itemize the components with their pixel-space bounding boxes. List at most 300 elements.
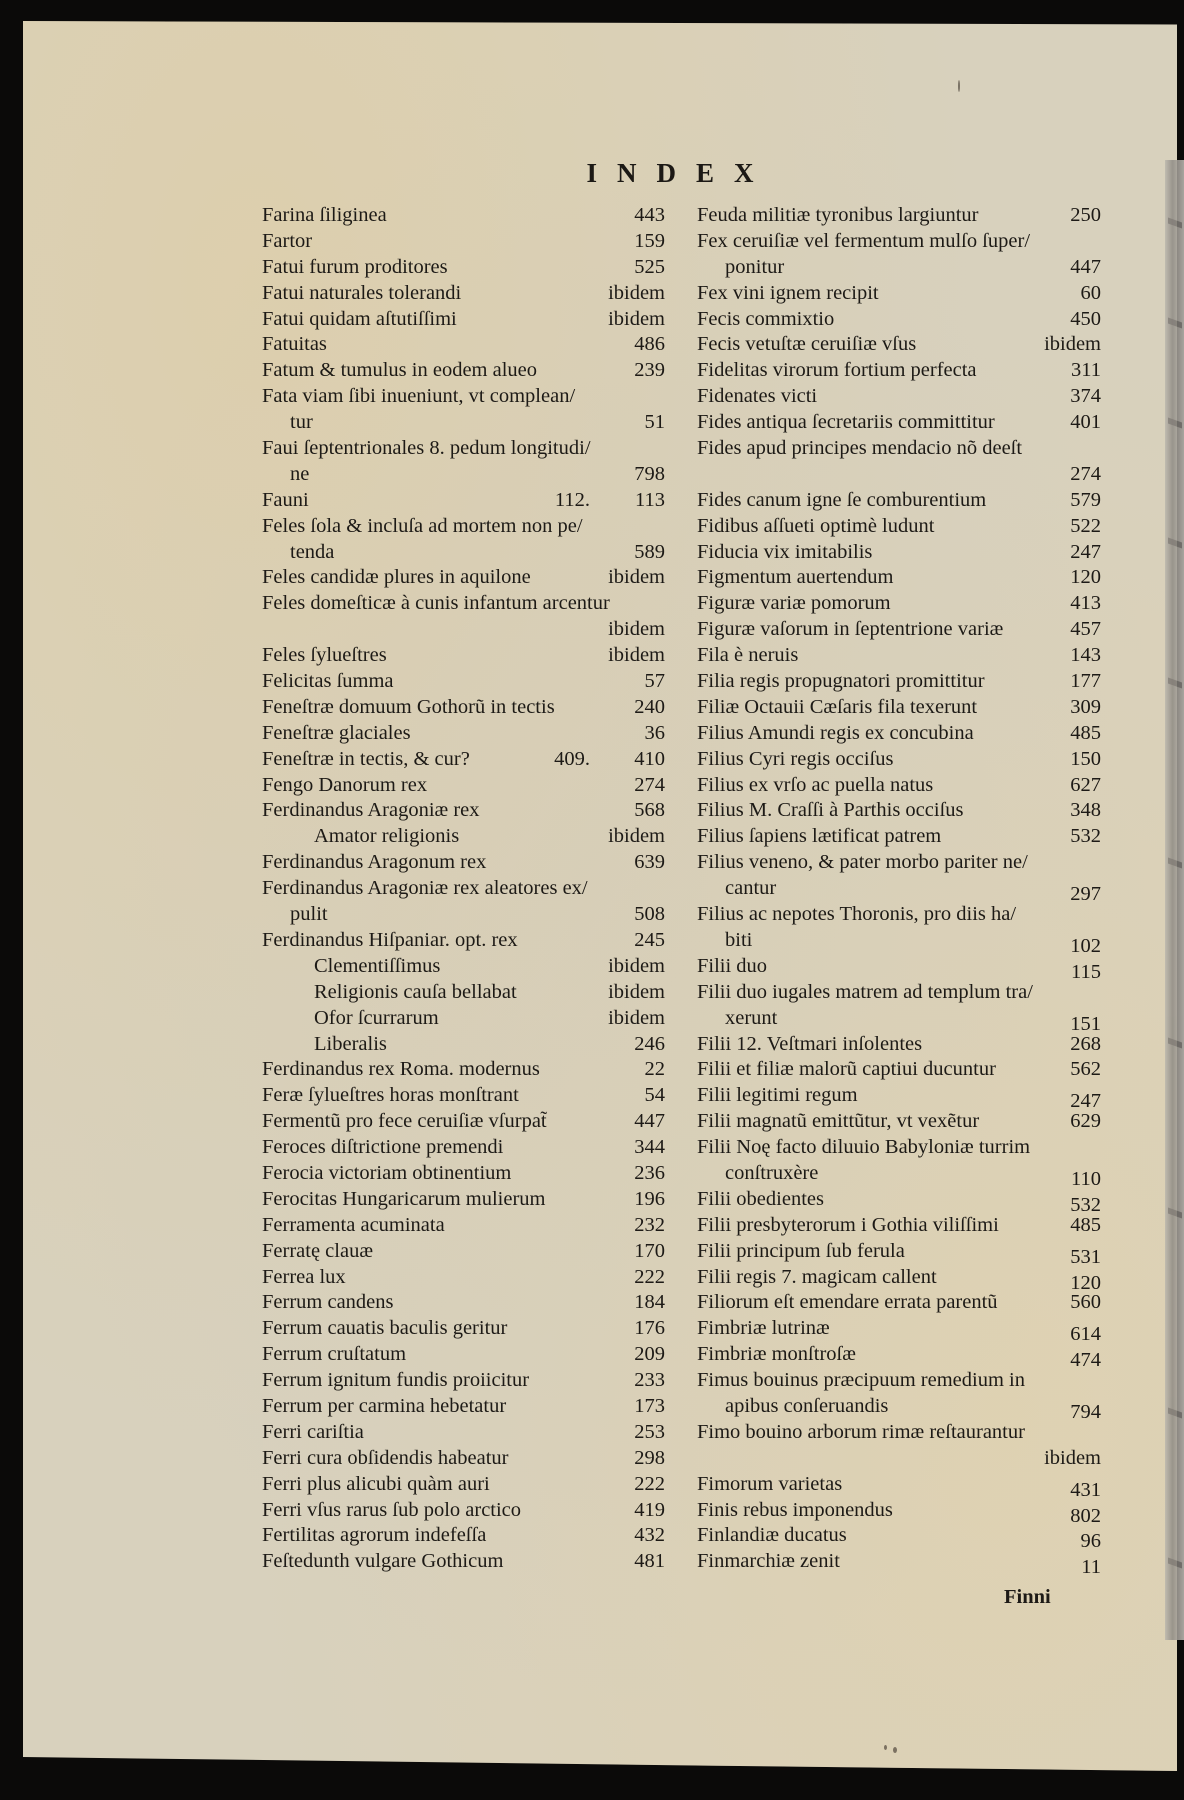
entry-page-ref: 344: [634, 1136, 665, 1159]
entry-page-ref: 401: [1070, 411, 1101, 434]
index-entry: [262, 1006, 665, 1032]
entry-text: Ferrum per carmina hebetatur: [262, 1394, 507, 1417]
entry-text: Fatui furum proditores: [262, 255, 448, 278]
entry-text: Ferratę clauæ: [262, 1239, 373, 1262]
index-entry: [262, 1083, 665, 1109]
entry-page-ref: 57: [644, 670, 665, 693]
entry-page-ref: 246: [634, 1032, 665, 1055]
entry-text: Filius Cyri regis occiſus: [697, 747, 894, 770]
index-entry: [697, 255, 1101, 281]
index-entry: [262, 1057, 665, 1083]
entry-page-ref: 432: [634, 1524, 665, 1547]
entry-page-ref: 253: [634, 1420, 665, 1443]
index-entry: [262, 695, 665, 721]
page-title: INDEX: [586, 158, 774, 188]
entry-page-ref: 532: [1070, 1193, 1101, 1216]
index-entry: [262, 255, 665, 281]
entry-text: Ferri vſus rarus ſub polo arctico: [262, 1498, 522, 1521]
entry-page-ref: 485: [1070, 1213, 1101, 1236]
entry-text: Fermentũ pro fece ceruiſiæ vſurpat̃: [262, 1110, 547, 1133]
entry-page-ref: 560: [1070, 1291, 1101, 1314]
index-entry: [262, 1420, 665, 1446]
entry-page-ref: ibidem: [608, 281, 665, 304]
index-entry: [697, 980, 1101, 1006]
entry-text: pulit: [290, 903, 328, 926]
index-entry: [262, 980, 665, 1006]
entry-text: Feles ſola & incluſa ad mortem non pe/: [262, 514, 583, 537]
index-entry: [697, 1420, 1101, 1446]
index-entry: [697, 773, 1101, 799]
entry-text: Fex vini ignem recipit: [697, 281, 879, 304]
entry-text: Fata viam ſibi inueniunt, vt complean/: [262, 385, 576, 408]
entry-page-ref: ibidem: [608, 566, 665, 589]
index-entry: [262, 773, 665, 799]
entry-text: Fimorum varietas: [697, 1472, 843, 1495]
entry-text: Filius veneno, & pater morbo pariter ne/: [697, 851, 1028, 874]
entry-page-ref: 151: [1070, 1012, 1101, 1035]
entry-text: Feles domeſticæ à cunis infantum arcentur: [262, 592, 610, 615]
entry-text: cantur: [725, 877, 777, 900]
index-entry: [262, 1342, 665, 1368]
entry-text: ne: [290, 462, 310, 485]
entry-page-ref: 485: [1070, 721, 1101, 744]
index-entry: [697, 281, 1101, 307]
index-entry: [697, 902, 1101, 928]
entry-text: Filius M. Craſſi à Parthis occiſus: [697, 799, 964, 822]
entry-page-ref: 36: [644, 721, 665, 744]
index-entry: [262, 565, 665, 591]
entry-text: Ferrum cauatis baculis geritur: [262, 1317, 508, 1340]
index-entry: [262, 928, 665, 954]
entry-page-ref: 802: [1070, 1504, 1101, 1527]
index-entry: [697, 928, 1101, 957]
index-entry: [262, 1498, 665, 1524]
entry-page-ref: 522: [1070, 514, 1101, 537]
index-entry: [697, 1446, 1101, 1472]
entry-page-ref: 297: [1070, 883, 1101, 906]
index-entry: [697, 436, 1101, 462]
index-entry: [697, 721, 1101, 747]
entry-page-ref: 11: [1081, 1556, 1101, 1579]
entry-text: Fimbriæ monſtroſæ: [697, 1343, 856, 1366]
entry-page-ref: ibidem: [608, 1006, 665, 1029]
index-entry: [262, 591, 665, 617]
entry-text: Feræ ſylueſtres horas monſtrant: [262, 1084, 519, 1107]
index-entry: [262, 824, 665, 850]
entry-page-ref: ibidem: [608, 954, 665, 977]
entry-page-ref: 410: [634, 747, 665, 770]
entry-page-ref: 60: [1080, 281, 1101, 304]
index-entry: [262, 1316, 665, 1342]
entry-page-ref: 525: [634, 255, 665, 278]
adjacent-page-edge: [1165, 160, 1184, 1640]
entry-page-ref: 431: [1070, 1478, 1101, 1501]
entry-text: Finis rebus imponendus: [697, 1498, 893, 1521]
entry-text: Fimus bouinus præcipuum remedium in: [697, 1369, 1025, 1392]
entry-text: Finmarchiæ zenit: [697, 1550, 840, 1573]
entry-text: conſtruxère: [725, 1161, 819, 1184]
entry-page-ref: 236: [634, 1161, 665, 1184]
entry-text: Filius ac nepotes Thoronis, pro diis ha/: [697, 903, 1017, 926]
index-entry: [262, 1109, 665, 1135]
index-entry: [697, 565, 1101, 591]
entry-page-ref: 348: [1070, 799, 1101, 822]
entry-text: Religionis cauſa bellabat: [314, 980, 517, 1003]
entry-text: Fecis vetuſtæ ceruiſiæ vſus: [697, 333, 917, 356]
index-entry: [262, 850, 665, 876]
entry-text: Ofor ſcurrarum: [314, 1006, 439, 1029]
index-entry: [697, 1342, 1101, 1372]
entry-text: Ferri plus alicubi quàm auri: [262, 1472, 490, 1495]
index-entry: [697, 229, 1101, 255]
entry-page-ref: 233: [634, 1369, 665, 1392]
entry-text: Fatui quidam aſtutiſſimi: [262, 307, 457, 330]
entry-text: Filiæ Octauii Cæſaris fila texerunt: [697, 695, 978, 718]
entry-text: Ferocia victoriam obtinentium: [262, 1161, 512, 1184]
entry-page-ref: 614: [1070, 1323, 1101, 1346]
entry-page-ref: 247: [1070, 1090, 1101, 1113]
entry-page-ref-secondary: 409.: [554, 747, 590, 770]
entry-page-ref: 240: [634, 695, 665, 718]
index-entry: [262, 307, 665, 333]
index-entry: [697, 591, 1101, 617]
index-entry: [262, 1187, 665, 1213]
entry-page-ref: 374: [1070, 385, 1101, 408]
entry-page-ref: 102: [1070, 934, 1101, 957]
entry-text: Fimo bouino arborum rimæ reſtaurantur: [697, 1420, 1025, 1443]
entry-page-ref: 159: [634, 229, 665, 252]
index-entry: [697, 1239, 1101, 1268]
index-entry: [697, 1161, 1101, 1190]
entry-page-ref: 579: [1070, 488, 1101, 511]
index-entry: [697, 850, 1101, 876]
index-entry: [262, 1549, 665, 1575]
entry-page-ref: 568: [634, 799, 665, 822]
index-entry: [697, 1523, 1101, 1553]
entry-page-ref: 222: [634, 1472, 665, 1495]
entry-page-ref: 508: [634, 903, 665, 926]
index-entry: [262, 1161, 665, 1187]
entry-text: Filii 12. Veſtmari inſolentes: [697, 1032, 923, 1055]
entry-page-ref: 177: [1070, 670, 1101, 693]
index-entry: [262, 954, 665, 980]
entry-text: Ferdinandus Hiſpaniar. opt. rex: [262, 928, 518, 951]
index-entry: [697, 1472, 1101, 1501]
index-column-left: [262, 203, 665, 1575]
index-entry: [697, 332, 1101, 358]
entry-page-ref: 447: [634, 1110, 665, 1133]
index-entry: [697, 798, 1101, 824]
index-entry: [697, 307, 1101, 333]
index-entry: [697, 1109, 1101, 1135]
index-entry: [697, 1213, 1101, 1239]
entry-page-ref: ibidem: [1044, 1446, 1101, 1469]
entry-text: Fidibus aſſueti optimè ludunt: [697, 514, 935, 537]
entry-text: Fila è neruis: [697, 644, 799, 667]
entry-text: Ferdinandus Aragoniæ rex: [262, 799, 480, 822]
index-entry: [697, 1549, 1101, 1579]
entry-text: xerunt: [725, 1006, 778, 1029]
entry-text: Ferri cura obſidendis habeatur: [262, 1446, 509, 1469]
entry-page-ref: 110: [1071, 1167, 1101, 1190]
index-entry: [262, 203, 665, 229]
entry-text: Fauni: [262, 488, 309, 511]
index-entry: [697, 1394, 1101, 1423]
index-entry: [262, 876, 665, 902]
index-entry: [262, 1368, 665, 1394]
entry-text: Filius ſapiens lætificat patrem: [697, 825, 942, 848]
entry-text: apibus conſeruandis: [725, 1394, 889, 1417]
index-entry: [697, 1032, 1101, 1058]
entry-page-ref: 311: [1071, 359, 1101, 382]
entry-text: Filii Noę facto diluuio Babyloniæ turrim: [697, 1136, 1031, 1159]
index-entry: [262, 488, 665, 514]
entry-text: Filia regis propugnatori promittitur: [697, 670, 985, 693]
entry-text: Filii presbyterorum i Gothia viliſſimi: [697, 1213, 999, 1236]
entry-page-ref: 481: [634, 1550, 665, 1573]
entry-text: Fatum & tumulus in eodem alueo: [262, 359, 538, 382]
index-entry: [262, 410, 665, 436]
entry-text: Fides canum igne ſe comburentium: [697, 488, 987, 511]
entry-page-ref: 447: [1070, 255, 1101, 278]
entry-page-ref: 115: [1071, 960, 1101, 983]
index-entry: [697, 1006, 1101, 1035]
entry-page-ref: 196: [634, 1187, 665, 1210]
entry-text: Filii duo: [697, 954, 768, 977]
index-entry: [697, 540, 1101, 566]
entry-page-ref: 22: [644, 1058, 665, 1081]
index-entry: [262, 1394, 665, 1420]
entry-text: Feroces diſtrictione premendi: [262, 1136, 504, 1159]
entry-text: Filii regis 7. magicam callent: [697, 1265, 937, 1288]
index-entry: [262, 229, 665, 255]
entry-page-ref: 450: [1070, 307, 1101, 330]
index-column-right: [697, 203, 1101, 1579]
entry-page-ref: 274: [634, 773, 665, 796]
entry-page-ref: 247: [1070, 540, 1101, 563]
entry-text: Ferdinandus Aragonum rex: [262, 851, 487, 874]
entry-text: Liberalis: [314, 1032, 387, 1055]
index-entry: [697, 643, 1101, 669]
entry-page-ref: 589: [634, 540, 665, 563]
entry-text: Feles candidæ plures in aquilone: [262, 566, 531, 589]
index-entry: [262, 721, 665, 747]
entry-page-ref: 120: [1070, 1271, 1101, 1294]
entry-page-ref: 96: [1080, 1530, 1101, 1553]
entry-page-ref: ibidem: [1044, 333, 1101, 356]
entry-text: Fiducia vix imitabilis: [697, 540, 873, 563]
entry-text: Feneſtræ domuum Gothorũ in tectis: [262, 695, 555, 718]
entry-page-ref-secondary: 112.: [554, 488, 590, 511]
entry-text: Filii principum ſub ferula: [697, 1239, 905, 1262]
entry-text: Feneſtræ glaciales: [262, 721, 411, 744]
index-entry: [262, 332, 665, 358]
entry-text: Fatui naturales tolerandi: [262, 281, 462, 304]
index-entry: [697, 1187, 1101, 1216]
index-entry: [262, 617, 665, 643]
entry-text: Filius ex vrſo ac puella natus: [697, 773, 934, 796]
entry-page-ref: 222: [634, 1265, 665, 1288]
entry-page-ref: 457: [1070, 618, 1101, 641]
entry-text: Figmentum auertendum: [697, 566, 894, 589]
entry-text: biti: [725, 928, 753, 951]
index-entry: [697, 514, 1101, 540]
entry-text: Amator religionis: [314, 825, 460, 848]
entry-page-ref: 245: [634, 928, 665, 951]
entry-text: tur: [290, 411, 313, 434]
entry-text: Ferrum candens: [262, 1291, 394, 1314]
entry-page-ref: 798: [634, 462, 665, 485]
entry-page-ref: ibidem: [608, 644, 665, 667]
index-entry: [697, 954, 1101, 983]
index-entry: [697, 203, 1101, 229]
entry-page-ref: 627: [1070, 773, 1101, 796]
index-entry: [262, 1239, 665, 1265]
entry-page-ref: 629: [1070, 1110, 1101, 1133]
index-entry: [262, 747, 665, 773]
entry-text: Ferrum ignitum fundis proiicitur: [262, 1369, 530, 1392]
index-entry: [262, 1446, 665, 1472]
index-entry: [697, 669, 1101, 695]
entry-page-ref: 209: [634, 1343, 665, 1366]
index-entry: [697, 1290, 1101, 1316]
entry-page-ref: ibidem: [608, 980, 665, 1003]
entry-page-ref: ibidem: [608, 825, 665, 848]
index-entry: [697, 747, 1101, 773]
index-entry: [262, 1213, 665, 1239]
index-entry: [262, 462, 665, 488]
entry-text: Fidenates victi: [697, 385, 818, 408]
entry-page-ref: 176: [634, 1317, 665, 1340]
entry-text: ponitur: [725, 255, 785, 278]
index-entry: [262, 902, 665, 928]
entry-text: Filii legitimi regum: [697, 1084, 858, 1107]
entry-text: Filii duo iugales matrem ad templum tra/: [697, 980, 1033, 1003]
entry-text: Ferri cariſtia: [262, 1420, 364, 1443]
entry-text: Filii et filiæ malorũ captiui ducuntur: [697, 1058, 996, 1081]
catchword: Finni: [1004, 1586, 1051, 1608]
entry-text: Ferdinandus rex Roma. modernus: [262, 1058, 540, 1081]
entry-page-ref: 184: [634, 1291, 665, 1314]
index-entry: [697, 1135, 1101, 1161]
index-entry: [697, 488, 1101, 514]
entry-page-ref: 413: [1070, 592, 1101, 615]
index-entry: [262, 514, 665, 540]
entry-page-ref: 474: [1070, 1349, 1101, 1372]
entry-text: Ferdinandus Aragoniæ rex aleatores ex/: [262, 877, 588, 900]
index-entry: [262, 540, 665, 566]
entry-page-ref: 150: [1070, 747, 1101, 770]
entry-text: Figuræ vaſorum in ſeptentrione variæ: [697, 618, 1004, 641]
index-entry: [697, 1057, 1101, 1083]
entry-text: Fides antiqua ſecretariis committitur: [697, 411, 995, 434]
entry-page-ref: 239: [634, 359, 665, 382]
entry-text: Feſtedunth vulgare Gothicum: [262, 1550, 504, 1573]
index-entry: [262, 1265, 665, 1291]
index-entry: [697, 695, 1101, 721]
index-entry: [262, 281, 665, 307]
entry-text: Figuræ variæ pomorum: [697, 592, 891, 615]
entry-page-ref: 639: [634, 851, 665, 874]
index-entry: [262, 1032, 665, 1058]
entry-text: Feneſtræ in tectis, & cur?: [262, 747, 470, 770]
index-entry: [697, 1498, 1101, 1527]
index-entry: [697, 876, 1101, 906]
entry-text: Fengo Danorum rex: [262, 773, 428, 796]
entry-text: Feles ſylueſtres: [262, 644, 387, 667]
entry-text: Filius Amundi regis ex concubina: [697, 721, 974, 744]
entry-text: Fartor: [262, 229, 313, 252]
entry-text: Fimbriæ lutrinæ: [697, 1317, 830, 1340]
entry-text: Filiorum eſt emendare errata parentũ: [697, 1291, 998, 1314]
entry-page-ref: 268: [1070, 1032, 1101, 1055]
entry-page-ref: 54: [644, 1084, 665, 1107]
entry-text: Faui ſeptentrionales 8. pedum longitudi/: [262, 437, 591, 460]
entry-page-ref: 143: [1070, 644, 1101, 667]
index-entry: [697, 617, 1101, 643]
entry-page-ref: 298: [634, 1446, 665, 1469]
entry-page-ref: 562: [1070, 1058, 1101, 1081]
entry-page-ref: 794: [1070, 1400, 1101, 1423]
entry-page-ref: 309: [1070, 695, 1101, 718]
index-entry: [697, 1316, 1101, 1346]
entry-text: Feuda militiæ tyronibus largiuntur: [697, 204, 979, 226]
entry-page-ref: ibidem: [608, 307, 665, 330]
entry-page-ref: 120: [1070, 566, 1101, 589]
index-entry: [262, 1290, 665, 1316]
entry-page-ref: 532: [1070, 825, 1101, 848]
index-entry: [262, 669, 665, 695]
index-entry: [262, 1472, 665, 1498]
index-entry: [262, 358, 665, 384]
entry-text: Fertilitas agrorum indefeſſa: [262, 1524, 487, 1547]
index-entry: [697, 410, 1101, 436]
entry-text: Farina ſiliginea: [262, 204, 387, 226]
entry-page-ref: ibidem: [608, 618, 665, 641]
entry-text: tenda: [290, 540, 335, 563]
index-entry: [697, 462, 1101, 488]
index-entry: [262, 384, 665, 410]
index-entry: [697, 358, 1101, 384]
entry-text: Ferocitas Hungaricarum mulierum: [262, 1187, 546, 1210]
entry-page-ref: 486: [634, 333, 665, 356]
entry-text: Fex ceruiſiæ vel fermentum mulſo ſuper/: [697, 229, 1031, 252]
entry-text: Ferrea lux: [262, 1265, 346, 1288]
entry-page-ref: 173: [634, 1394, 665, 1417]
index-entry: [262, 643, 665, 669]
entry-text: Felicitas ſumma: [262, 670, 394, 693]
entry-page-ref: 51: [644, 411, 665, 434]
entry-text: Fidelitas virorum fortium perfecta: [697, 359, 977, 382]
index-entry: [262, 798, 665, 824]
entry-text: Filii obedientes: [697, 1187, 824, 1210]
entry-text: Fecis commixtio: [697, 307, 835, 330]
entry-page-ref: 531: [1070, 1245, 1101, 1268]
index-entry: [697, 1083, 1101, 1113]
entry-page-ref: 274: [1070, 462, 1101, 485]
entry-text: Fatuitas: [262, 333, 327, 356]
entry-text: Ferramenta acuminata: [262, 1213, 445, 1236]
entry-page-ref: 113: [635, 488, 665, 511]
index-entry: [697, 1368, 1101, 1394]
index-entry: [697, 1265, 1101, 1294]
index-entry: [697, 384, 1101, 410]
entry-page-ref: 250: [1070, 204, 1101, 226]
entry-page-ref: 232: [634, 1213, 665, 1236]
index-entry: [262, 1135, 665, 1161]
index-entry: [262, 1523, 665, 1549]
entry-page-ref: 419: [634, 1498, 665, 1521]
